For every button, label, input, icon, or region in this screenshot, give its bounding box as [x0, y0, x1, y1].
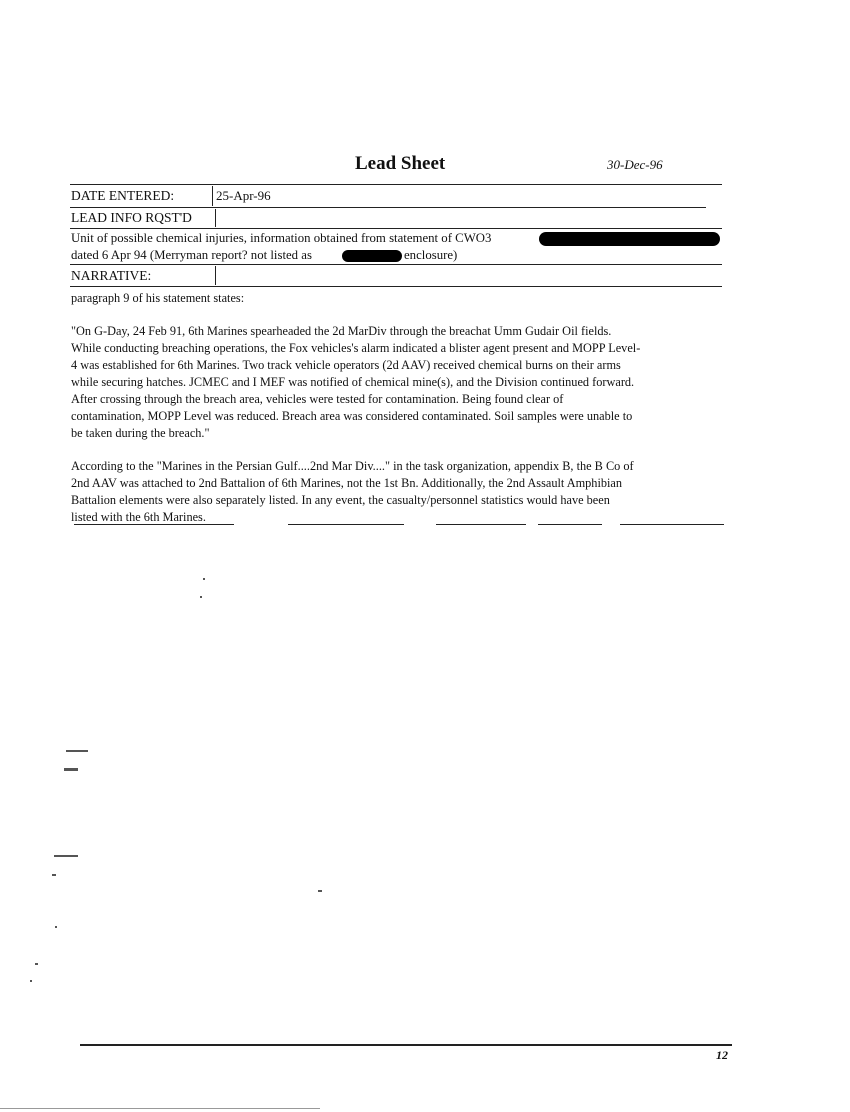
- header-date: 30-Dec-96: [607, 157, 663, 172]
- paragraph-line: According to the "Marines in the Persian Gulf....2nd Mar Div...." in the task organization, appendix B, the B Co of: [71, 459, 634, 473]
- redaction-mark: [539, 232, 720, 246]
- field-divider: [215, 209, 216, 227]
- lead-info-line: dated 6 Apr 94 (Merryman report? not listed as: [71, 248, 312, 262]
- scan-speck: [200, 596, 202, 598]
- scan-speck: [30, 980, 32, 982]
- paragraph-line: listed with the 6th Marines.: [71, 510, 206, 524]
- lead-info-line: Unit of possible chemical injuries, information obtained from statement of CWO3: [71, 231, 492, 245]
- scan-speck: [54, 855, 78, 857]
- page-number: 12: [716, 1048, 728, 1062]
- quote-line: while securing hatches. JCMEC and I MEF was notified of chemical mine(s), and the Division continued forward.: [71, 375, 635, 389]
- narrative-end-rule: [74, 524, 234, 525]
- narrative-quote: [71, 323, 731, 442]
- form-rule: [70, 207, 706, 208]
- scan-edge: [0, 1108, 320, 1109]
- narrative-intro: paragraph 9 of his statement states:: [71, 291, 245, 305]
- narrative-end-rule: [620, 524, 724, 525]
- form-rule: [70, 286, 722, 287]
- quote-line: While conducting breaching operations, the Fox vehicles's alarm indicated a blister agent present and MOPP Level-: [71, 341, 641, 355]
- narrative-paragraph: [71, 458, 731, 526]
- scan-speck: [66, 750, 88, 752]
- paragraph-line: Battalion elements were also separately listed. In any event, the casualty/personnel statistics would have been: [71, 493, 610, 507]
- quote-line: be taken during the breach.": [71, 426, 210, 440]
- narrative-end-rule: [288, 524, 404, 525]
- footer-rule: [80, 1044, 732, 1046]
- field-divider: [212, 186, 213, 206]
- narrative-end-rule: [436, 524, 526, 525]
- lead-info-label: LEAD INFO RQST'D: [71, 210, 192, 225]
- paragraph-line: 2nd AAV was attached to 2nd Battalion of 6th Marines, not the 1st Bn. Additionally, the 2nd Assault Amphibian: [71, 476, 623, 490]
- narrative-end-rule: [538, 524, 602, 525]
- form-rule: [70, 264, 722, 265]
- narrative-label: NARRATIVE:: [71, 268, 152, 283]
- quote-line: After crossing through the breach area, vehicles were tested for contamination. Being found clear of: [71, 392, 564, 406]
- scan-speck: [52, 874, 56, 876]
- lead-info-line: enclosure): [404, 248, 458, 262]
- scan-speck: [318, 890, 322, 892]
- quote-line: "On G-Day, 24 Feb 91, 6th Marines spearheaded the 2d MarDiv through the breachat Umm Gudair Oil fields.: [71, 324, 612, 338]
- scan-speck: [55, 926, 57, 928]
- quote-line: contamination, MOPP Level was reduced. Breach area was considered contaminated. Soil samples were unable to: [71, 409, 633, 423]
- scan-speck: [64, 768, 78, 771]
- scan-speck: [35, 963, 38, 965]
- form-top-rule: [70, 184, 722, 185]
- field-divider: [215, 266, 216, 285]
- scan-speck: [203, 578, 205, 580]
- page-title: Lead Sheet: [355, 153, 446, 174]
- quote-line: 4 was established for 6th Marines. Two track vehicle operators (2d AAV) received chemical burns on their arms: [71, 358, 621, 372]
- form-rule: [70, 228, 722, 229]
- date-entered-label: DATE ENTERED:: [71, 188, 175, 203]
- redaction-mark: [342, 250, 402, 262]
- date-entered-value: 25-Apr-96: [216, 188, 271, 203]
